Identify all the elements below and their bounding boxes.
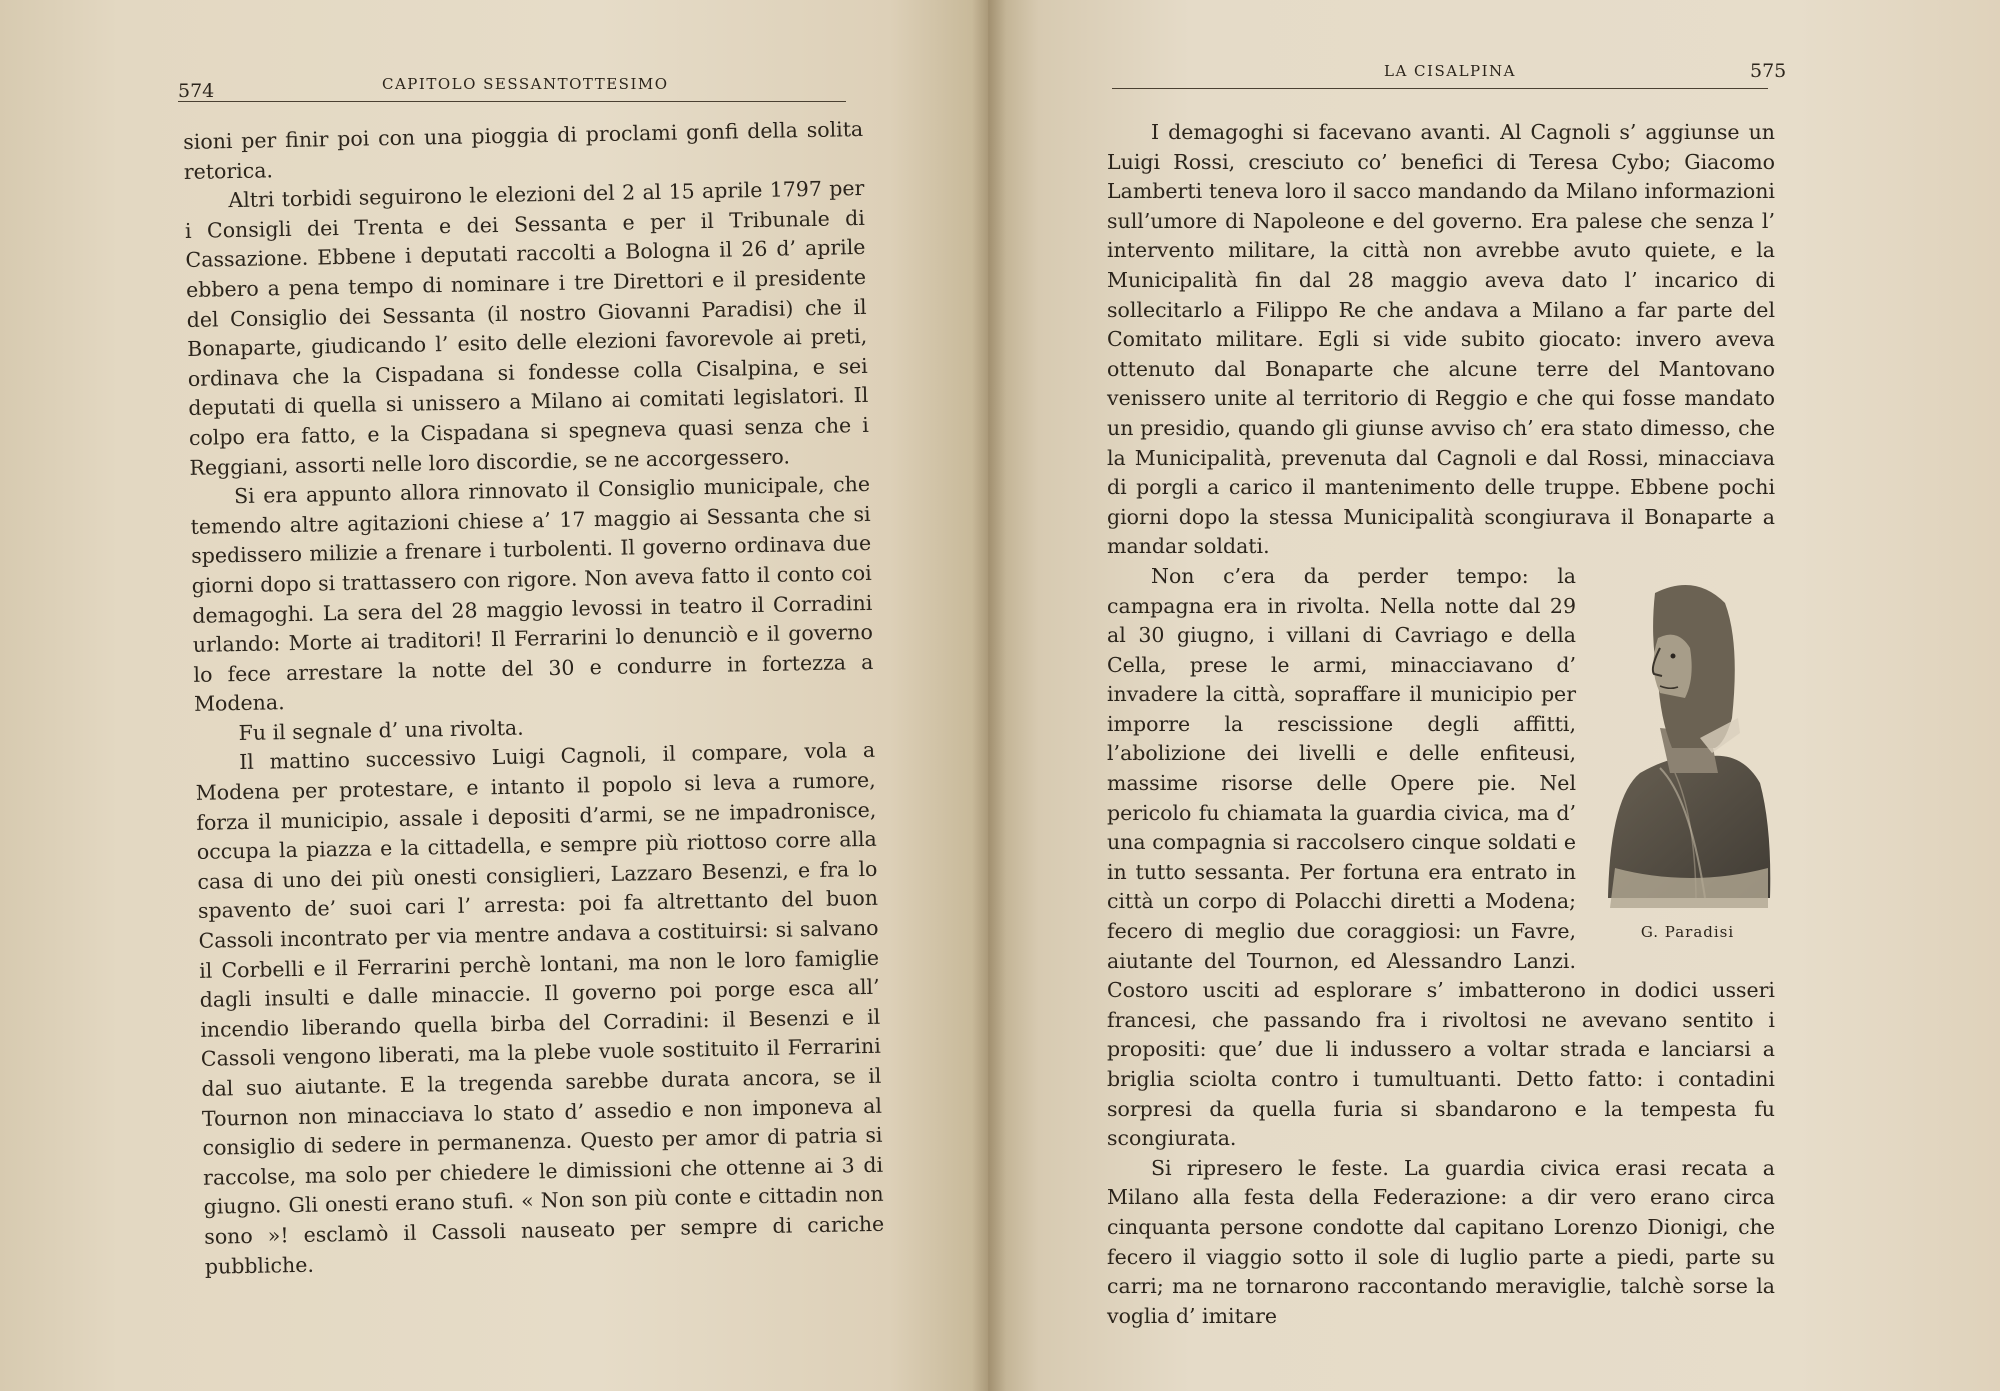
portrait-illustration: [1600, 568, 1775, 908]
paragraph: Non c’era da perder tempo: la campagna era in rivolta. Nella notte dal 29 al 30 giugno, i villani di Cavriago e della Cella, prese le armi, minacciavano d’ invadere la città, sopraffare il municipio per imporre la rescissione degli affitti, l’abolizione dei livelli e delle enfiteusi, massime risorse delle Opere pie. Nel pericolo fu chiamata la guardia civica, ma d’ una compagnia si raccolsero cinque soldati e in tutto sessanta. Per fortuna era entrato in città un corpo di Polacchi diretti a Modena; fecero di meglio due coraggiosi: un Favre, aiutante del Tournon, ed Alessandro Lanzi. Costoro usciti ad esplorare s’ imbatterono in dodici usseri francesi, che passando fra i rivoltosi ne avevano sentito i propositi: que’ due li indussero a voltar strada e lanciarsi a briglia sciolta contro i tumultuanti. Detto fatto: i contadini sorpresi da quella furia si sbandarono e la tempesta fu scongiurata.: [1107, 563, 1775, 1151]
paragraph: I demagoghi si facevano avanti. Al Cagnoli s’ aggiunse un Luigi Rossi, cresciuto co’ benefici di Teresa Cybo; Giacomo Lamberti teneva loro il sacco mandando da Milano informazioni sull’umore di Napoleone e del governo. Era palese che senza l’ intervento militare, la città non avrebbe avuto quiete, e la Municipalità fin dal 28 maggio aveva dato l’ incarico di sollecitarlo a Filippo Re che andava a Milano a far parte del Comitato militare. Egli si vide subito giocato: invero aveva ottenuto dal Bonaparte che alcune terre del Mantovano venissero unite al territorio di Reggio e che qui fosse mandato un presidio, quando gli giunse avviso ch’ era stato dimesso, che la Municipalità, prevenuta dal Cagnoli e dal Rossi, minacciava di porgli a carico il mantenimento delle truppe. Ebbene pochi giorni dopo la stessa Municipalità scongiurava il Bonaparte a mandar soldati.: [1107, 120, 1775, 559]
paragraph: Fu il segnale d’ una rivolta.: [238, 715, 524, 745]
portrait-caption: G. Paradisi: [1640, 922, 1735, 941]
paragraph: Si era appunto allora rinnovato il Consiglio municipale, che temendo altre agitazioni chiese a’ 17 maggio ai Sessanta che si spedissero milizie a frenare i turbolenti. Il governo ordinava due giorni dopo si trattassero con rigore. Non aveva fatto il conto coi demagoghi. La sera del 28 maggio levossi in teatro il Corradini urlando: Morte ai traditori! Il Ferrarini lo denunciò e il governo lo fece arrestare la notte del 30 e condurre in fortezza a Modena.: [190, 472, 874, 717]
book-gutter: [972, 0, 1006, 1391]
page-number-right: 575: [1750, 60, 1787, 82]
left-body-text: [183, 115, 885, 1282]
paragraph: Si ripresero le feste. La guardia civica erasi recata a Milano alla festa della Federazione: a dir vero erano circa cinquanta persone condotte dal capitano Lorenzo Dionigi, che fecero il viaggio sotto il sole di luglio parte a piedi, parte su carri; ma ne tornarono raccontando meraviglie, talchè sorse la voglia d’ imitare: [1107, 1155, 1775, 1328]
paragraph: Il mattino successivo Luigi Cagnoli, il compare, vola a Modena per protestare, e intanto il popolo si leva a rumore, forza il municipio, assale i depositi d’armi, se ne impadronisce, occupa la piazza e la cittadella, e sempre più riottoso corre alla casa di uno dei più onesti consiglieri, Lazzaro Besenzi, e fra lo spavento de’ suoi cari l’ arresta: poi fa altrettanto del buon Cassoli incontrato per via mentre andava a costituirsi: si salvano il Corbelli e il Ferrarini perchè lontani, ma non le loro famiglie dagli insulti e dalle minaccie. Il governo poi porge esca all’ incendio liberando quella birba del Corradini: il Besenzi e il Cassoli vengono liberati, ma la plebe vuole sostituito il Ferrarini dal suo aiutante. E la tregenda sarebbe durata ancora, se il Tournon non minacciava lo stato d’ assedio e non imponeva al consiglio di sedere in permanenza. Questo per amor di patria si raccolse, ma solo per chiedere le dimissioni che ottenne ai 3 di giugno. Gli onesti erano stufi. « Non son più conte e cittadin non sono »! esclamò il Cassoli nauseato per sempre di cariche pubbliche.: [195, 738, 885, 1279]
running-head-right: LA CISALPINA: [1384, 62, 1517, 80]
portrait-figure: [1600, 568, 1775, 968]
paragraph: Altri torbidi seguirono le elezioni del 2 al 15 aprile 1797 per i Consigli dei Trenta e dei Sessanta e per il Tribunale di Cassazione. Ebbene i deputati raccolti a Bologna il 26 d’ aprile ebbero a pena tempo di nominare i tre Direttori e il presidente del Consiglio dei Sessanta (il nostro Giovanni Paradisi) che il Bonaparte, giudicando l’ esito delle elezioni favorevole ai preti, ordinava che la Cispadana si fondesse colla Cisalpina, e sei deputati di quella si unissero a Milano ai comitati legislatori. Il colpo era fatto, e la Cispadana si spegneva quasi senza che i Reggiani, assorti nelle loro discordie, se ne accorgessero.: [184, 176, 870, 480]
right-body-text: [1107, 118, 1775, 1331]
paragraph: sioni per finir poi con una pioggia di proclami gonfi della solita retorica.: [183, 116, 864, 184]
header-rule-left: [178, 101, 846, 102]
page-number-left: 574: [178, 80, 215, 102]
running-head-left: CAPITOLO SESSANTOTTESIMO: [382, 75, 669, 93]
left-page: [0, 0, 988, 1391]
header-rule-right: [1112, 88, 1768, 89]
